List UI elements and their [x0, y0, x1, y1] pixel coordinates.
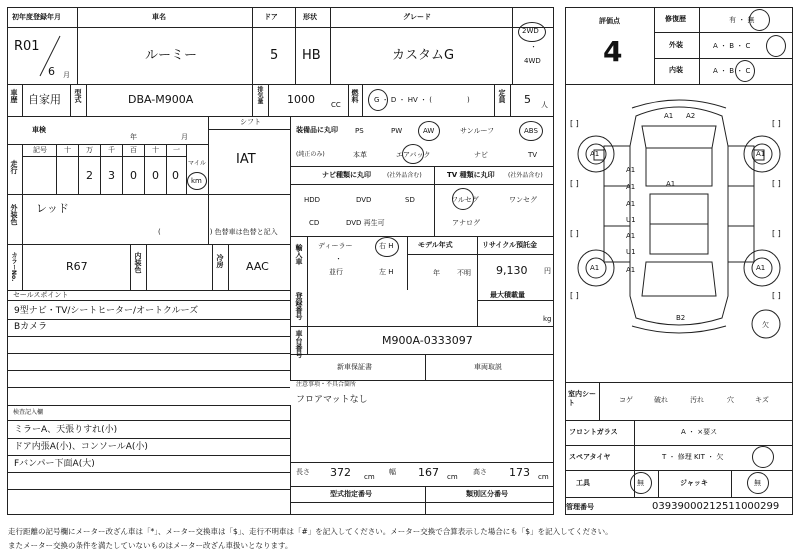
navi-cd: CD: [309, 219, 320, 227]
seat-item-1: 破れ: [654, 396, 668, 404]
displacement-label: 排気量: [256, 86, 263, 104]
model-year-label: モデル年式: [418, 241, 453, 249]
model: DBA-M900A: [128, 93, 194, 106]
footer-line-1: 走行距離の記号欄にメーター改ざん車は「*」、メーター交換車は「$」、走行不明車は「#」を記入してください。メーター交換で合算表示した場合にも「$」を記入してください。: [8, 527, 613, 536]
car-name: ルーミー: [145, 48, 198, 63]
chassis: M900A-0333097: [382, 334, 473, 347]
model-year-unknown: 不明: [457, 269, 471, 277]
inspector-label: 検査記入欄: [13, 409, 44, 416]
mark-sill-l1: U1: [626, 216, 636, 224]
equip-tv: TV: [528, 151, 538, 159]
navi-label: ナビ種類に丸印: [322, 171, 371, 179]
grade-label: グレード: [403, 13, 431, 21]
color-no-label: カラーNo.: [10, 252, 17, 282]
max-load-unit: kg: [543, 315, 552, 323]
usage: 自家用: [28, 93, 61, 106]
svg-text:[ ]: [ ]: [772, 179, 781, 188]
mark-door-r1: A1: [626, 232, 636, 240]
mark-spare: 欠: [762, 321, 769, 329]
inspection-year: 年: [130, 133, 137, 141]
mark-quarter-l: A1: [626, 266, 636, 274]
mark-sill-l2: U1: [626, 248, 636, 256]
grade: カスタムG: [392, 48, 455, 63]
spare-label: スペアタイヤ: [569, 453, 611, 461]
interior-label: 内装: [669, 66, 683, 74]
mileage-digit-2: 2: [86, 169, 93, 182]
tv-oneseg: ワンセグ: [509, 196, 537, 204]
sales-label: セールスポイント: [13, 291, 69, 299]
max-load-label: 最大積載量: [490, 291, 525, 299]
mgmt-label: 管理番号: [566, 503, 594, 511]
capacity-unit: 人: [541, 101, 548, 109]
drive-2wd: 2WD: [522, 27, 539, 35]
model-label: 型式: [74, 89, 82, 103]
color-note: ( ) 色替車は色替と記入: [158, 228, 278, 236]
chassis-label: 車台番号: [295, 330, 303, 358]
seat-item-4: キズ: [755, 396, 769, 404]
mark-wheel-fl: A1: [590, 150, 600, 158]
model-year-unit: 年: [433, 269, 440, 277]
navi-dvd-play: DVD 再生可: [346, 219, 385, 227]
car-name-label: 車名: [152, 13, 166, 21]
sales-line-0: 9型ナビ・TV/シートヒーター/オートクルーズ: [14, 306, 199, 316]
mileage-header-6: 一: [173, 146, 180, 154]
spare-circle: [752, 446, 774, 468]
mgmt: 0393900021251100029​9: [652, 501, 780, 512]
jack-label: ジャッキ: [680, 479, 708, 487]
equip-ps: PS: [355, 127, 364, 135]
glass-label: フロントガラス: [569, 428, 618, 436]
first-reg-era: R01: [14, 39, 40, 54]
shift-label: シフト: [240, 118, 261, 126]
fuel-options: G ・ D ・ HV ・ ( ): [374, 96, 470, 104]
import-dealer: ディーラー: [318, 242, 353, 250]
displacement: 1000: [287, 93, 315, 106]
type-no-label: 型式指定番号: [330, 490, 372, 498]
mark-rear-b2: B2: [676, 314, 686, 322]
mileage-digit-3: 3: [108, 169, 115, 182]
seat-item-2: 汚れ: [690, 396, 704, 404]
glass-options: A ・ ×要ス: [681, 428, 718, 436]
recycle: 9,130: [496, 264, 528, 277]
import-parallel: 並行: [329, 268, 343, 276]
doors: 5: [270, 48, 279, 63]
navi-hdd: HDD: [304, 196, 321, 204]
km-label: km: [191, 177, 202, 185]
tools-label: 工具: [576, 479, 590, 487]
ac-label: 冷房: [216, 254, 224, 268]
exterior-options: A ・ B ・ C: [713, 42, 751, 50]
inspection-month: 月: [181, 133, 188, 141]
tv-label: TV 種類に丸印: [447, 171, 495, 179]
height: 173: [509, 466, 530, 479]
length-label: 長さ: [296, 468, 310, 476]
first-reg-month: 6: [48, 65, 55, 78]
capacity-label: 定員: [498, 89, 506, 103]
mileage-header-2: 万: [86, 146, 93, 154]
registration-label: 登録番号: [295, 292, 303, 320]
sales-line-1: Bカメラ: [14, 322, 48, 332]
mark-front-a1: A1: [664, 112, 674, 120]
height-label: 高さ: [473, 468, 487, 476]
spare-options: T ・ 修理 KIT ・ 欠: [662, 453, 724, 461]
drive-sep: ・: [530, 43, 537, 51]
jack: 無: [754, 479, 761, 487]
footer-line-2: またメーター交換の条件を満たしていないものはメーター改ざん車扱いとなります。: [8, 541, 293, 550]
equip-aw: AW: [423, 127, 435, 135]
inspector-line-0: ミラーA、天張りすれ(小): [14, 425, 118, 435]
exterior-circle: [766, 35, 786, 57]
import-label: 輸入車: [295, 244, 303, 265]
tv-fullseg: フルセグ: [451, 196, 479, 204]
equipment-label: 装備品に丸印: [296, 126, 338, 134]
width-unit: cm: [447, 473, 458, 481]
height-unit: cm: [538, 473, 549, 481]
tv-analog: アナログ: [452, 219, 480, 227]
equip-leather: 本革: [353, 151, 367, 159]
shift: IAT: [236, 152, 256, 167]
svg-text:[ ]: [ ]: [772, 291, 781, 300]
exterior-label: 外装: [669, 41, 683, 49]
door-label: ドア: [264, 13, 278, 21]
mark-door-l2: A1: [626, 200, 636, 208]
import-right: 右 H: [379, 242, 394, 250]
width: 167: [418, 466, 439, 479]
mark-wheel-fr: A1: [756, 150, 766, 158]
color-no: R67: [66, 260, 88, 273]
inspector-line-1: ドア内張A(小)、コンソールA(小): [14, 442, 148, 452]
fuel-label: 燃料: [351, 89, 359, 103]
warranty: 新車保証書: [337, 363, 372, 371]
repair-label: 修復歴: [665, 15, 686, 23]
svg-text:[ ]: [ ]: [772, 229, 781, 238]
displacement-unit: CC: [331, 101, 341, 109]
repair-circle: [749, 9, 770, 31]
notes-value: フロアマットなし: [296, 395, 368, 405]
recycle-unit: 円: [544, 267, 551, 275]
capacity: 5: [524, 93, 531, 106]
mileage-header-1: 十: [64, 146, 71, 154]
interior-options: A ・ B ・ C: [713, 67, 751, 75]
interior-circle: [735, 60, 755, 82]
tv-sub: (社外品含む): [508, 172, 543, 179]
manual: 車両取説: [474, 363, 502, 371]
score: 4: [603, 35, 623, 68]
svg-text:[ ]: [ ]: [570, 179, 579, 188]
mileage-digit-5: 0: [152, 169, 159, 182]
inspection-label: 車検: [32, 126, 46, 134]
mark-wheel-rr: A1: [756, 264, 766, 272]
usage-label: 車歴: [10, 89, 18, 103]
body-label: 形状: [303, 13, 317, 21]
mark-roof: A1: [666, 180, 676, 188]
month-unit: 月: [63, 71, 70, 79]
seat-item-0: コゲ: [619, 396, 633, 404]
mileage-header-3: 千: [108, 146, 115, 154]
svg-text:[ ]: [ ]: [570, 291, 579, 300]
width-label: 幅: [389, 468, 396, 476]
color-label: 外装色: [10, 204, 18, 225]
svg-text:[ ]: [ ]: [772, 119, 781, 128]
interior-color-label: 内装色: [134, 252, 142, 273]
length-unit: cm: [364, 473, 375, 481]
equipment-sub: (純正のみ): [296, 151, 325, 158]
equip-airbag: エアバック: [396, 151, 431, 159]
color-value: レッド: [36, 202, 69, 215]
drive-4wd: 4WD: [524, 57, 541, 65]
navi-sd: SD: [405, 196, 415, 204]
navi-sub: (社外品含む): [387, 172, 422, 179]
import-left: 左 H: [379, 268, 394, 276]
mileage-header-5: 十: [152, 146, 159, 154]
car-diagram: [566, 86, 792, 382]
seat-item-3: 穴: [727, 396, 734, 404]
mile-label: マイル: [188, 160, 206, 167]
mileage-header-0: 記号: [33, 146, 47, 154]
svg-text:[ ]: [ ]: [570, 119, 579, 128]
tools: 無: [637, 479, 644, 487]
mark-wheel-rl: A1: [590, 264, 600, 272]
inspector-line-2: Fバンパー下面A(大): [14, 459, 95, 469]
svg-text:[ ]: [ ]: [570, 229, 579, 238]
import-dot: ・: [335, 255, 342, 263]
seat-label: 室内シート: [568, 390, 596, 408]
equip-navi: ナビ: [474, 151, 488, 159]
mark-door-l1: A1: [626, 183, 636, 191]
equip-abs: ABS: [524, 127, 538, 135]
mileage-digit-4: 0: [130, 169, 137, 182]
ac: AAC: [246, 260, 269, 273]
navi-dvd: DVD: [356, 196, 372, 204]
mark-fender-l: A1: [626, 166, 636, 174]
mileage-header-4: 百: [130, 146, 137, 154]
notes-label: 注意事項・不具合箇所: [296, 381, 357, 388]
equip-sunroof: サンルーフ: [460, 127, 495, 135]
mileage-label: 走行: [10, 160, 18, 174]
length: 372: [330, 466, 351, 479]
mark-front-a2: A2: [686, 112, 696, 120]
mileage-digit-6: 0: [172, 169, 179, 182]
recycle-label: リサイクル預託金: [482, 241, 538, 249]
class-no-label: 類別区分番号: [466, 490, 508, 498]
equip-pw: PW: [391, 127, 403, 135]
body-type: HB: [302, 48, 321, 63]
score-label: 評価点: [599, 17, 620, 25]
repair-options: 有 ・ 無: [729, 16, 755, 24]
first-reg-label: 初年度登録年月: [12, 13, 61, 21]
